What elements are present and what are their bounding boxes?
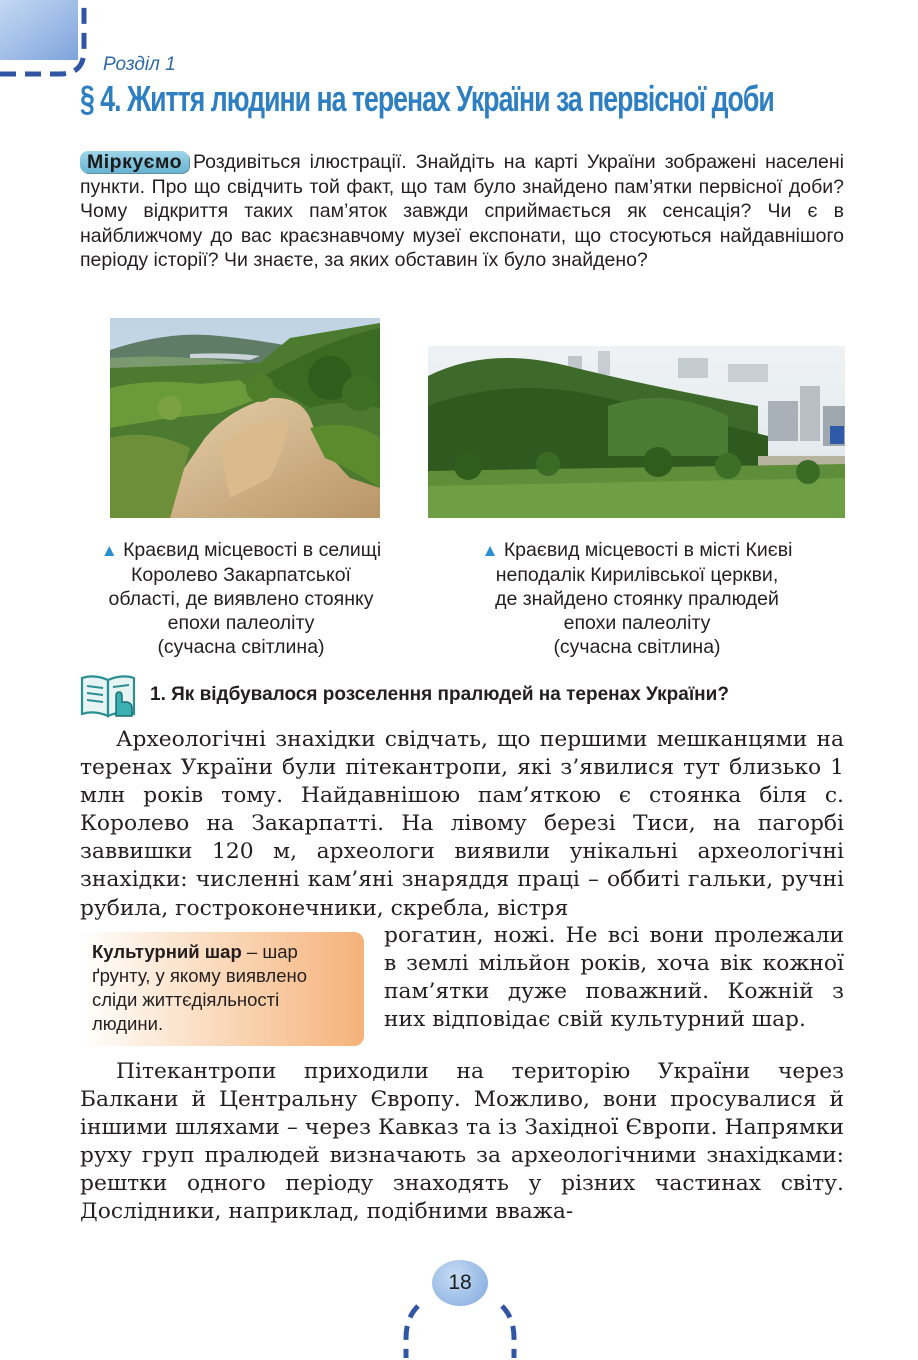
figure-caption-kyiv: [456, 538, 818, 659]
term-definition-box: [80, 932, 364, 1046]
caption-line: (сучасна світлина): [553, 636, 721, 658]
page-title: § 4. Життя людини на теренах України за первісної доби: [80, 78, 774, 119]
caption-line: Краєвид місцевості в селищі: [123, 539, 382, 561]
book-hand-icon: [80, 672, 138, 718]
caption-line: Краєвид місцевості в місті Києві: [503, 539, 793, 561]
triangle-icon: ▲: [100, 541, 118, 560]
caption-line: епохи палеоліту: [167, 612, 315, 634]
paragraph-1: Археологічні знахідки свідчать, що першими мешканцями на теренах України були пітекантропи, які з’явилися тут близько 1 млн років тому. Найдавнішою пам’яткою є стоянка біля с. Королево на Закарпатті. На лівому березі Тиси, на пагорбі заввишки 120 м, археологи виявили унікальні археологічні знахідки: численні кам’яні знаряддя праці – оббиті гальки, ручні рубила, гостроконечники, скребла, вістря: [80, 727, 844, 921]
caption-line: епохи палеоліту: [563, 612, 711, 634]
page-number-block: [400, 1258, 520, 1358]
caption-line: області, де виявлено стоянку: [108, 588, 374, 610]
corner-decoration: [0, 0, 95, 80]
caption-line: Королево Закарпатської: [131, 564, 351, 586]
photo-korolevo: [110, 318, 380, 518]
section-label: Розділ 1: [103, 54, 176, 75]
term-definition-text: – шар ґрунту, у якому виявлено сліди життєдіяльності людини.: [92, 941, 307, 1034]
caption-line: неподалік Кирилівської церкви,: [495, 564, 779, 586]
paragraph-2: Пітекантропи приходили на територію України через Балкани й Центральну Європу. Можливо, вони просувалися й іншими шляхами – через Кавказ та із Західної Європи. Напрямки руху груп пралюдей визначають за археологічними знахідками: рештки одного періоду знаходять у різних частинах світу. Дослідники, наприклад, подібними вважа-: [80, 1059, 844, 1225]
section-question: 1. Як відбувалося розселення пралюдей на теренах України?: [150, 684, 729, 705]
intro-text: Роздивіться ілюстрації. Знайдіть на карті України зображені населені пункти. Про що свідчить той факт, що там було знайдено пам’ятки первісної доби? Чому відкриття таких пам’яток завжди сприймається як сенсація? Чи є в найближчому до вас краєзнавчому музеї експонати, що стосуються найдавнішого періоду історії? Чи знаєте, за яких обставин їх було знайдено?: [80, 151, 844, 271]
intro-paragraph: [80, 150, 844, 273]
term-definition: [92, 940, 354, 1036]
thinking-badge: Міркуємо: [80, 151, 189, 173]
term-word: Культурний шар: [92, 941, 242, 962]
paragraph-1-continuation: рогатин, ножі. Не всі вони пролежали в землі мільйон років, хоча вік кожної пам’ятки дуже поважний. Кожній з них відповідає свій культурний шар.: [384, 923, 844, 1033]
page-number: 18: [432, 1260, 488, 1306]
photo-kyiv: [428, 346, 845, 518]
triangle-icon: ▲: [481, 541, 499, 560]
caption-line: де знайдено стоянку пралюдей: [495, 588, 779, 610]
caption-line: (сучасна світлина): [157, 636, 325, 658]
figure-caption-korolevo: [80, 538, 402, 659]
